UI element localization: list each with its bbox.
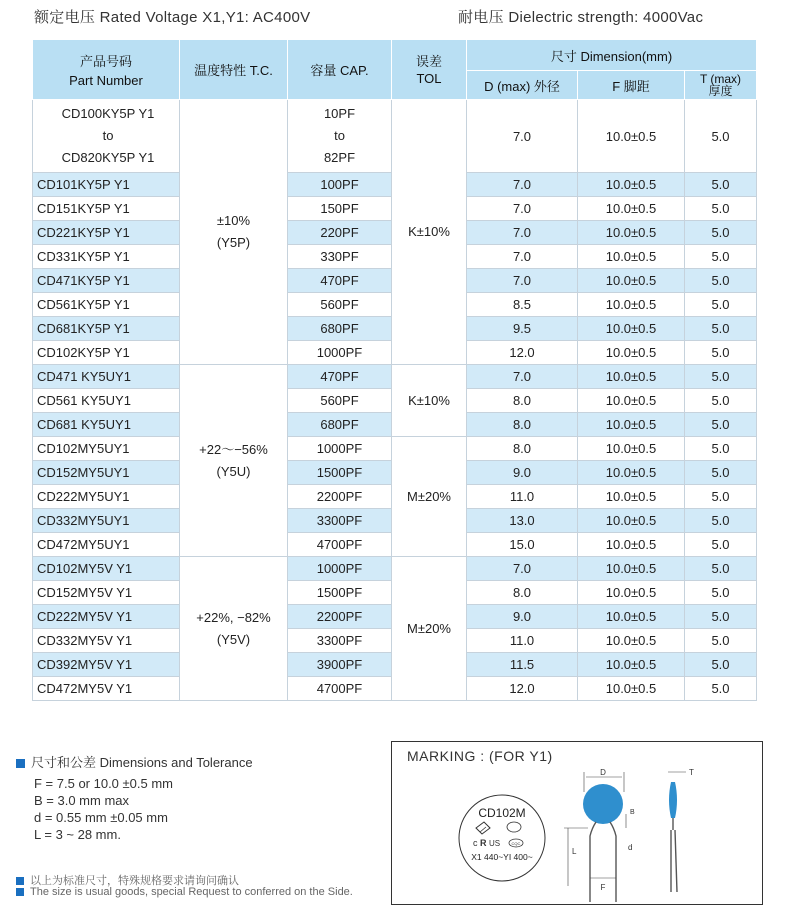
t-cell: 5.0 — [685, 437, 757, 461]
marking-box — [391, 741, 763, 905]
part-number-cell: CD332MY5UY1 — [33, 509, 180, 533]
bullet-square-icon — [16, 888, 24, 896]
part-number-cell: CD102MY5UY1 — [33, 437, 180, 461]
d-cell: 7.0 — [467, 100, 578, 173]
svg-text:F: F — [600, 883, 606, 892]
cap-cell: 680PF — [288, 413, 392, 437]
d-cell: 7.0 — [467, 269, 578, 293]
col-dimension: 尺寸 Dimension(mm) — [467, 40, 757, 71]
d-cell: 7.0 — [467, 221, 578, 245]
part-number-cell: CD332MY5V Y1 — [33, 629, 180, 653]
d-cell: 8.0 — [467, 437, 578, 461]
tol-cell: M±20% — [392, 437, 467, 557]
part-number-cell: CD331KY5P Y1 — [33, 245, 180, 269]
dim-line: L = 3 ~ 28 mm. — [34, 827, 121, 842]
dielectric-strength-header: 耐电压 Dielectric strength: 4000Vac — [458, 9, 704, 26]
d-cell: 15.0 — [467, 533, 578, 557]
d-cell: 7.0 — [467, 173, 578, 197]
part-number-cell: CD152MY5UY1 — [33, 461, 180, 485]
svg-text:d: d — [628, 843, 633, 852]
certification-logos-icon — [473, 822, 523, 848]
d-cell: 11.0 — [467, 485, 578, 509]
table-row — [33, 365, 757, 389]
rated-voltage-header: 额定电压 Rated Voltage X1,Y1: AC400V — [34, 9, 311, 26]
col-tol: 误差 TOL — [392, 40, 467, 100]
t-cell: 5.0 — [685, 557, 757, 581]
part-number-cell: CD100KY5P Y1 to CD820KY5P Y1 — [33, 100, 180, 173]
t-cell: 5.0 — [685, 581, 757, 605]
d-cell: 12.0 — [467, 677, 578, 701]
d-cell: 8.5 — [467, 293, 578, 317]
f-cell: 10.0±0.5 — [578, 389, 685, 413]
cap-cell: 1500PF — [288, 581, 392, 605]
part-number-cell: CD472MY5V Y1 — [33, 677, 180, 701]
t-cell: 5.0 — [685, 389, 757, 413]
f-cell: 10.0±0.5 — [578, 461, 685, 485]
cap-cell: 1000PF — [288, 557, 392, 581]
part-number-cell: CD392MY5V Y1 — [33, 653, 180, 677]
part-number-cell: CD102KY5P Y1 — [33, 341, 180, 365]
dim-line: F = 7.5 or 10.0 ±0.5 mm — [34, 776, 174, 791]
part-number-cell: CD151KY5P Y1 — [33, 197, 180, 221]
part-number-cell: CD221KY5P Y1 — [33, 221, 180, 245]
tol-cell: M±20% — [392, 557, 467, 701]
cap-cell: 330PF — [288, 245, 392, 269]
part-number-cell: CD471 KY5UY1 — [33, 365, 180, 389]
svg-text:L: L — [572, 847, 577, 856]
note-cn: 以上为标准尺寸，特殊规格要求请询问确认 — [16, 872, 239, 888]
t-cell: 5.0 — [685, 100, 757, 173]
f-cell: 10.0±0.5 — [578, 413, 685, 437]
cap-cell: 1500PF — [288, 461, 392, 485]
t-cell: 5.0 — [685, 197, 757, 221]
t-cell: 5.0 — [685, 413, 757, 437]
table-row — [33, 557, 757, 581]
part-number-cell: CD681 KY5UY1 — [33, 413, 180, 437]
cap-cell: 3300PF — [288, 629, 392, 653]
cap-cell: 1000PF — [288, 437, 392, 461]
table-row — [33, 100, 757, 173]
f-cell: 10.0±0.5 — [578, 197, 685, 221]
f-cell: 10.0±0.5 — [578, 100, 685, 173]
cap-cell: 3300PF — [288, 509, 392, 533]
d-cell: 11.5 — [467, 653, 578, 677]
t-cell: 5.0 — [685, 461, 757, 485]
marking-rating-text: X1 440~YI 400~ — [471, 852, 533, 862]
dimensions-list — [34, 775, 173, 843]
d-cell: 11.0 — [467, 629, 578, 653]
d-cell: 8.0 — [467, 389, 578, 413]
t-cell: 5.0 — [685, 341, 757, 365]
f-cell: 10.0±0.5 — [578, 269, 685, 293]
part-number-cell: CD222MY5UY1 — [33, 485, 180, 509]
d-cell: 13.0 — [467, 509, 578, 533]
dimensions-title: 尺寸和公差 Dimensions and Tolerance — [16, 752, 253, 771]
cap-cell: 680PF — [288, 317, 392, 341]
d-cell: 8.0 — [467, 413, 578, 437]
capacitor-front-icon — [564, 768, 635, 902]
cap-cell: 470PF — [288, 269, 392, 293]
cap-cell: 100PF — [288, 173, 392, 197]
svg-text:c: c — [473, 838, 478, 848]
cap-cell: 10PF to 82PF — [288, 100, 392, 173]
f-cell: 10.0±0.5 — [578, 509, 685, 533]
d-cell: 12.0 — [467, 341, 578, 365]
f-cell: 10.0±0.5 — [578, 221, 685, 245]
svg-text:D: D — [600, 768, 606, 777]
svg-text:CQC: CQC — [511, 841, 521, 846]
cap-cell: 220PF — [288, 221, 392, 245]
t-cell: 5.0 — [685, 317, 757, 341]
capacitor-profile-icon — [668, 768, 694, 892]
f-cell: 10.0±0.5 — [578, 605, 685, 629]
spec-table — [32, 39, 757, 701]
f-cell: 10.0±0.5 — [578, 437, 685, 461]
f-cell: 10.0±0.5 — [578, 365, 685, 389]
d-cell: 8.0 — [467, 581, 578, 605]
cap-cell: 2200PF — [288, 485, 392, 509]
part-number-cell: CD152MY5V Y1 — [33, 581, 180, 605]
cap-cell: 470PF — [288, 365, 392, 389]
t-cell: 5.0 — [685, 485, 757, 509]
col-t: T (max) 厚度 — [685, 71, 757, 100]
cap-cell: 560PF — [288, 389, 392, 413]
d-cell: 7.0 — [467, 557, 578, 581]
f-cell: 10.0±0.5 — [578, 317, 685, 341]
t-cell: 5.0 — [685, 365, 757, 389]
d-cell: 7.0 — [467, 245, 578, 269]
svg-text:R: R — [480, 838, 487, 848]
cap-cell: 2200PF — [288, 605, 392, 629]
f-cell: 10.0±0.5 — [578, 245, 685, 269]
cap-cell: 1000PF — [288, 341, 392, 365]
part-number-cell: CD101KY5P Y1 — [33, 173, 180, 197]
d-cell: 9.0 — [467, 605, 578, 629]
note-en: The size is usual goods, special Request to conferred on the Side. — [16, 886, 353, 898]
table-row — [33, 437, 757, 461]
bullet-square-icon — [16, 877, 24, 885]
col-f: F 脚距 — [578, 71, 685, 100]
f-cell: 10.0±0.5 — [578, 581, 685, 605]
part-number-cell: CD472MY5UY1 — [33, 533, 180, 557]
cap-cell: 4700PF — [288, 677, 392, 701]
svg-text:T: T — [689, 768, 694, 777]
part-number-cell: CD561 KY5UY1 — [33, 389, 180, 413]
d-cell: 7.0 — [467, 365, 578, 389]
col-part-number: 产品号码 Part Number — [33, 40, 180, 100]
part-number-cell: CD222MY5V Y1 — [33, 605, 180, 629]
t-cell: 5.0 — [685, 509, 757, 533]
col-d: D (max) 外径 — [467, 71, 578, 100]
part-number-cell: CD561KY5P Y1 — [33, 293, 180, 317]
t-cell: 5.0 — [685, 221, 757, 245]
cap-cell: 4700PF — [288, 533, 392, 557]
svg-text:US: US — [489, 839, 501, 848]
dim-line: d = 0.55 mm ±0.05 mm — [34, 810, 168, 825]
cap-cell: 560PF — [288, 293, 392, 317]
f-cell: 10.0±0.5 — [578, 677, 685, 701]
t-cell: 5.0 — [685, 677, 757, 701]
marking-diagram — [392, 742, 762, 904]
bullet-square-icon — [16, 759, 25, 768]
dim-line: B = 3.0 mm max — [34, 793, 129, 808]
f-cell: 10.0±0.5 — [578, 557, 685, 581]
svg-text:B: B — [630, 809, 635, 816]
t-cell: 5.0 — [685, 605, 757, 629]
t-cell: 5.0 — [685, 653, 757, 677]
t-cell: 5.0 — [685, 173, 757, 197]
tol-cell: K±10% — [392, 365, 467, 437]
f-cell: 10.0±0.5 — [578, 653, 685, 677]
marking-part-text: CD102M — [478, 806, 526, 820]
t-cell: 5.0 — [685, 293, 757, 317]
d-cell: 9.0 — [467, 461, 578, 485]
part-number-cell: CD681KY5P Y1 — [33, 317, 180, 341]
f-cell: 10.0±0.5 — [578, 629, 685, 653]
f-cell: 10.0±0.5 — [578, 173, 685, 197]
col-cap: 容量 CAP. — [288, 40, 392, 100]
f-cell: 10.0±0.5 — [578, 485, 685, 509]
tc-cell: +22～−56% (Y5U) — [180, 365, 288, 557]
t-cell: 5.0 — [685, 269, 757, 293]
d-cell: 7.0 — [467, 197, 578, 221]
part-number-cell: CD102MY5V Y1 — [33, 557, 180, 581]
t-cell: 5.0 — [685, 245, 757, 269]
tol-cell: K±10% — [392, 100, 467, 365]
t-cell: 5.0 — [685, 533, 757, 557]
tc-cell: ±10% (Y5P) — [180, 100, 288, 365]
f-cell: 10.0±0.5 — [578, 341, 685, 365]
part-number-cell: CD471KY5P Y1 — [33, 269, 180, 293]
tc-cell: +22%, −82% (Y5V) — [180, 557, 288, 701]
f-cell: 10.0±0.5 — [578, 533, 685, 557]
d-cell: 9.5 — [467, 317, 578, 341]
marking-title: MARKING : (FOR Y1) — [407, 748, 553, 764]
col-tc: 温度特性 T.C. — [180, 40, 288, 100]
t-cell: 5.0 — [685, 629, 757, 653]
cap-cell: 150PF — [288, 197, 392, 221]
cap-cell: 3900PF — [288, 653, 392, 677]
f-cell: 10.0±0.5 — [578, 293, 685, 317]
